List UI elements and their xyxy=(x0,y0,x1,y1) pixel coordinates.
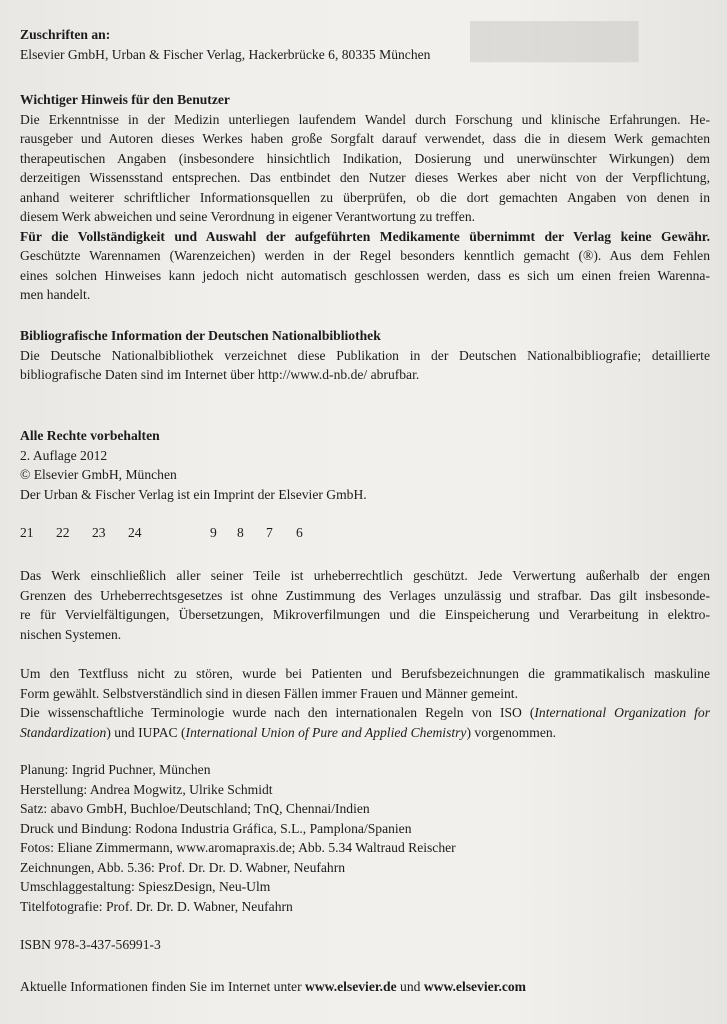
terminology-line xyxy=(20,703,710,723)
gender-line: Um den Textfluss nicht zu stören, wurde bei Patienten und Berufsbezeichnungen die grammatikalisch maskuline xyxy=(20,666,710,681)
notice-line: rausgeber und Autoren dieses Werkes haben große Sorgfalt darauf verwendet, dass die in diesem Werk gemachten xyxy=(20,131,710,146)
address-title: Zuschriften an: xyxy=(20,27,111,42)
copyright-line: re für Vervielfältigungen, Übersetzungen, Mikroverfilmungen und die Einspeicherung und Verarbeitung in elektro- xyxy=(20,607,710,622)
footer-text: und xyxy=(396,979,424,994)
print-number: 6 xyxy=(296,525,303,540)
gender-line: Form gewählt. Selbstverständlich sind in diesen Fällen immer Frauen und Männer gemeint. xyxy=(20,685,518,701)
credit-planning: Planung: Ingrid Puchner, München xyxy=(20,762,211,777)
credits xyxy=(20,760,710,916)
biblio-title: Bibliografische Information der Deutschen Nationalbibliothek xyxy=(20,328,381,343)
isbn xyxy=(20,935,710,955)
copyright-line: Grenzen des Urheberrechtsgesetzes ist ohne Zustimmung des Verlages unzulässig und strafbar. Das gilt insbesonde- xyxy=(20,587,710,603)
iupac-name: International Union of Pure and Applied Chemistry xyxy=(185,724,467,740)
notice-line: diesem Werk abweichen und seine Verordnung in eigener Verantwortung zu treffen. xyxy=(20,209,476,224)
elsevier-com-link[interactable]: www.elsevier.com xyxy=(423,979,527,994)
terminology-text: ) und IUPAC ( xyxy=(106,724,186,740)
print-number: 7 xyxy=(266,525,273,540)
rights-title: Alle Rechte vorbehalten xyxy=(20,428,160,443)
print-number: 24 xyxy=(128,525,142,540)
notice-line: anhand weiterer schriftlicher Informationsquellen zu überprüfen, ob die dort gemachten Angaben von denen in xyxy=(20,189,710,205)
credit-title-photo: Titelfotografie: Prof. Dr. Dr. D. Wabner, Neufahrn xyxy=(20,898,293,914)
trademark-line: men handelt. xyxy=(20,287,91,302)
isbn-number: ISBN 978-3-437-56991-3 xyxy=(20,937,161,952)
terminology-line xyxy=(20,723,710,743)
rights-block xyxy=(20,426,710,504)
iso-name-cont: Standardization xyxy=(20,724,107,740)
edition: 2. Auflage 2012 xyxy=(20,447,108,463)
copyright-line: Das Werk einschließlich aller seiner Teile ist urheberrechtlich geschützt. Jede Verwertung außerhalb der engen xyxy=(20,568,710,583)
footer xyxy=(20,977,710,997)
publisher-address: Elsevier GmbH, Urban & Fischer Verlag, Hackerbrücke 6, 80335 München xyxy=(20,46,431,62)
footer-text: Aktuelle Informationen finden Sie im Internet unter xyxy=(20,979,306,994)
credit-production: Herstellung: Andrea Mogwitz, Ulrike Schmidt xyxy=(20,781,273,797)
credit-drawings: Zeichnungen, Abb. 5.36: Prof. Dr. Dr. D. Wabner, Neufahrn xyxy=(20,859,346,875)
trademark-line: eines solchen Hinweises kann jedoch nicht automatisch geschlossen werden, dass es sich um einen freien Warenna- xyxy=(20,267,710,283)
biblio-line: bibliografische Daten sind im Internet über http://www.d-nb.de/ abrufbar. xyxy=(20,367,420,382)
print-number: 22 xyxy=(56,525,70,540)
copyright-line: nischen Systemen. xyxy=(20,626,122,642)
liability-disclaimer: Für die Vollständigkeit und Auswahl der aufgeführten Medikamente übernimmt der Verlag keine Gewähr. xyxy=(20,228,710,244)
notice-line: Die Erkenntnisse in der Medizin unterliegen laufendem Wandel durch Forschung und klinische Erfahrungen. He- xyxy=(20,111,710,127)
elsevier-de-link[interactable]: www.elsevier.de xyxy=(305,979,397,994)
copyright-notice xyxy=(20,566,710,644)
address-block xyxy=(20,25,710,64)
credit-cover-design: Umschlaggestaltung: SpieszDesign, Neu-Ulm xyxy=(20,879,271,894)
imprint-statement: Der Urban & Fischer Verlag ist ein Imprint der Elsevier GmbH. xyxy=(20,486,367,502)
terminology-text: Die wissenschaftliche Terminologie wurde nach den internationalen Regeln von ISO ( xyxy=(20,705,535,720)
show-through-shadow: ███████ xyxy=(470,22,639,60)
terminology-text: ) vorgenommen. xyxy=(466,724,557,740)
notice-line: therapeutischen Angaben (insbesondere hinsichtlich Indikation, Dosierung und unerwünschter Wirkungen) dem xyxy=(20,150,710,166)
print-number: 9 xyxy=(210,525,217,540)
notice-title: Wichtiger Hinweis für den Benutzer xyxy=(20,92,230,107)
bibliographic-info xyxy=(20,326,710,385)
footer-line xyxy=(20,977,710,997)
iso-name: International Organization for xyxy=(534,705,710,720)
user-notice xyxy=(20,90,710,305)
biblio-line: Die Deutsche Nationalbibliothek verzeichnet diese Publikation in der Deutschen Nationalbibliografie; detaillierte xyxy=(20,347,710,363)
print-number: 21 xyxy=(20,525,34,540)
terminology-notice xyxy=(20,664,710,742)
credit-photos: Fotos: Eliane Zimmermann, www.aromapraxis.de; Abb. 5.34 Waltraud Reischer xyxy=(20,840,456,855)
print-number: 8 xyxy=(237,525,244,540)
trademark-line: Geschützte Warennamen (Warenzeichen) werden in der Regel besonders kenntlich gemacht (®). Aus dem Fehlen xyxy=(20,248,710,263)
credit-typesetting: Satz: abavo GmbH, Buchloe/Deutschland; TnQ, Chennai/Indien xyxy=(20,801,370,816)
notice-line: derzeitigen Wissensstand entsprechen. Das entbindet den Nutzer dieses Werkes aber nicht von der Verpflichtung, xyxy=(20,170,710,185)
copyright-holder: © Elsevier GmbH, München xyxy=(20,467,177,482)
credit-printing: Druck und Bindung: Rodona Industria Gráfica, S.L., Pamplona/Spanien xyxy=(20,820,412,836)
print-number: 23 xyxy=(92,525,106,540)
